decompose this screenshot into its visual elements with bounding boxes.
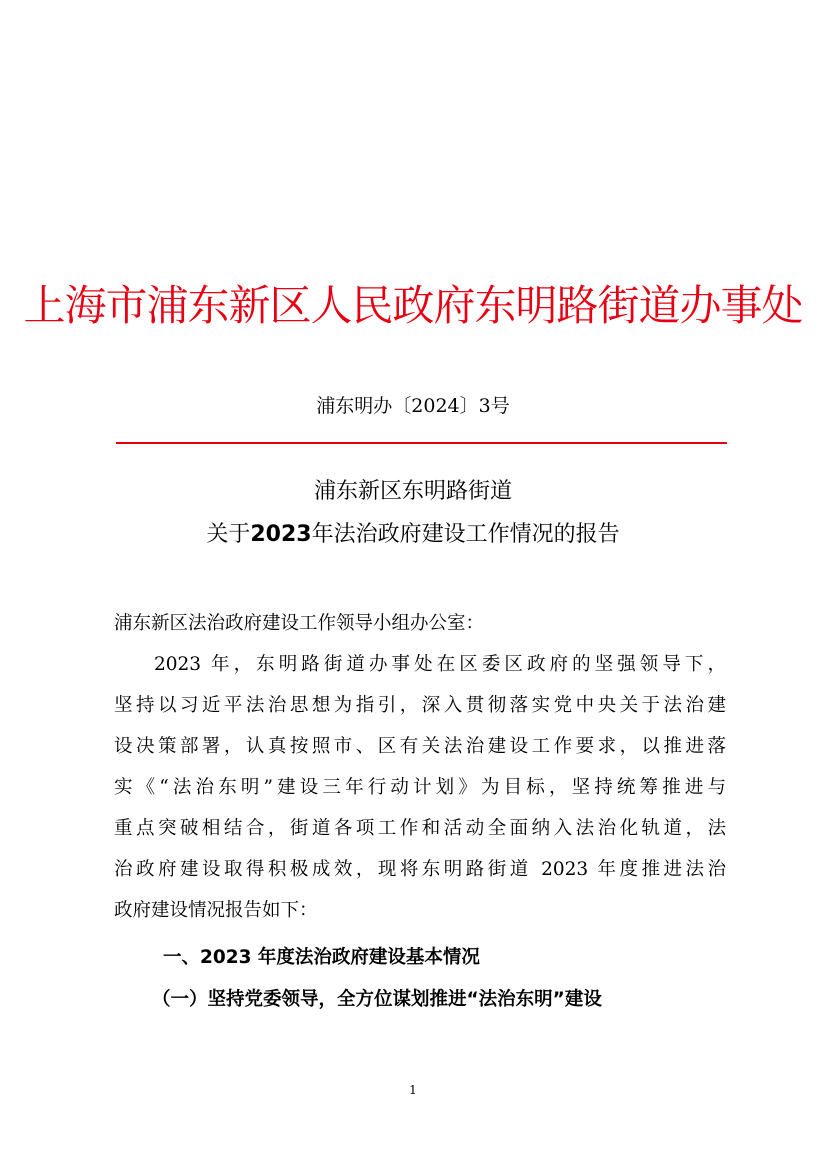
report-title-suffix: 年法治政府建设工作情况的报告: [311, 522, 620, 547]
document-number: 浦东明办〔2024〕3号: [316, 395, 510, 417]
report-title-year: 2023: [250, 522, 312, 547]
salutation: 浦东新区法治政府建设工作领导小组办公室：: [114, 613, 485, 634]
paragraph-line: 2023 年，东明路街道办事处在区委区政府的坚强领导下，: [154, 654, 726, 675]
issuing-organization-title: 上海市浦东新区人民政府东明路街道办事处: [23, 281, 803, 330]
page-number: 1: [409, 1083, 417, 1097]
paragraph-line: 治政府建设取得积极成效，现将东明路街道 2023 年度推进法治: [114, 859, 726, 880]
paragraph-line: 实《“法治东明”建设三年行动计划》为目标，坚持统筹推进与: [114, 777, 726, 798]
paragraph-line: 政府建设情况报告如下：: [114, 900, 318, 921]
intro-paragraph: [114, 644, 726, 931]
section-heading-1: 一、2023 年度法治政府建设基本情况: [163, 947, 480, 968]
subsection-heading-1: （一）坚持党委领导，全方位谋划推进“法治东明”建设: [152, 989, 602, 1010]
red-divider-line: [116, 442, 727, 444]
paragraph-line: 重点突破相结合，街道各项工作和活动全面纳入法治化轨道，法: [114, 818, 726, 839]
paragraph-line: 设决策部署，认真按照市、区有关法治建设工作要求，以推进落: [114, 736, 726, 757]
paragraph-line: 坚持以习近平法治思想为指引，深入贯彻落实党中央关于法治建: [114, 695, 726, 716]
report-title-line-2: [0, 518, 826, 552]
report-title-line-1: 浦东新区东明路街道: [313, 479, 512, 504]
report-title-prefix: 关于: [206, 522, 251, 547]
